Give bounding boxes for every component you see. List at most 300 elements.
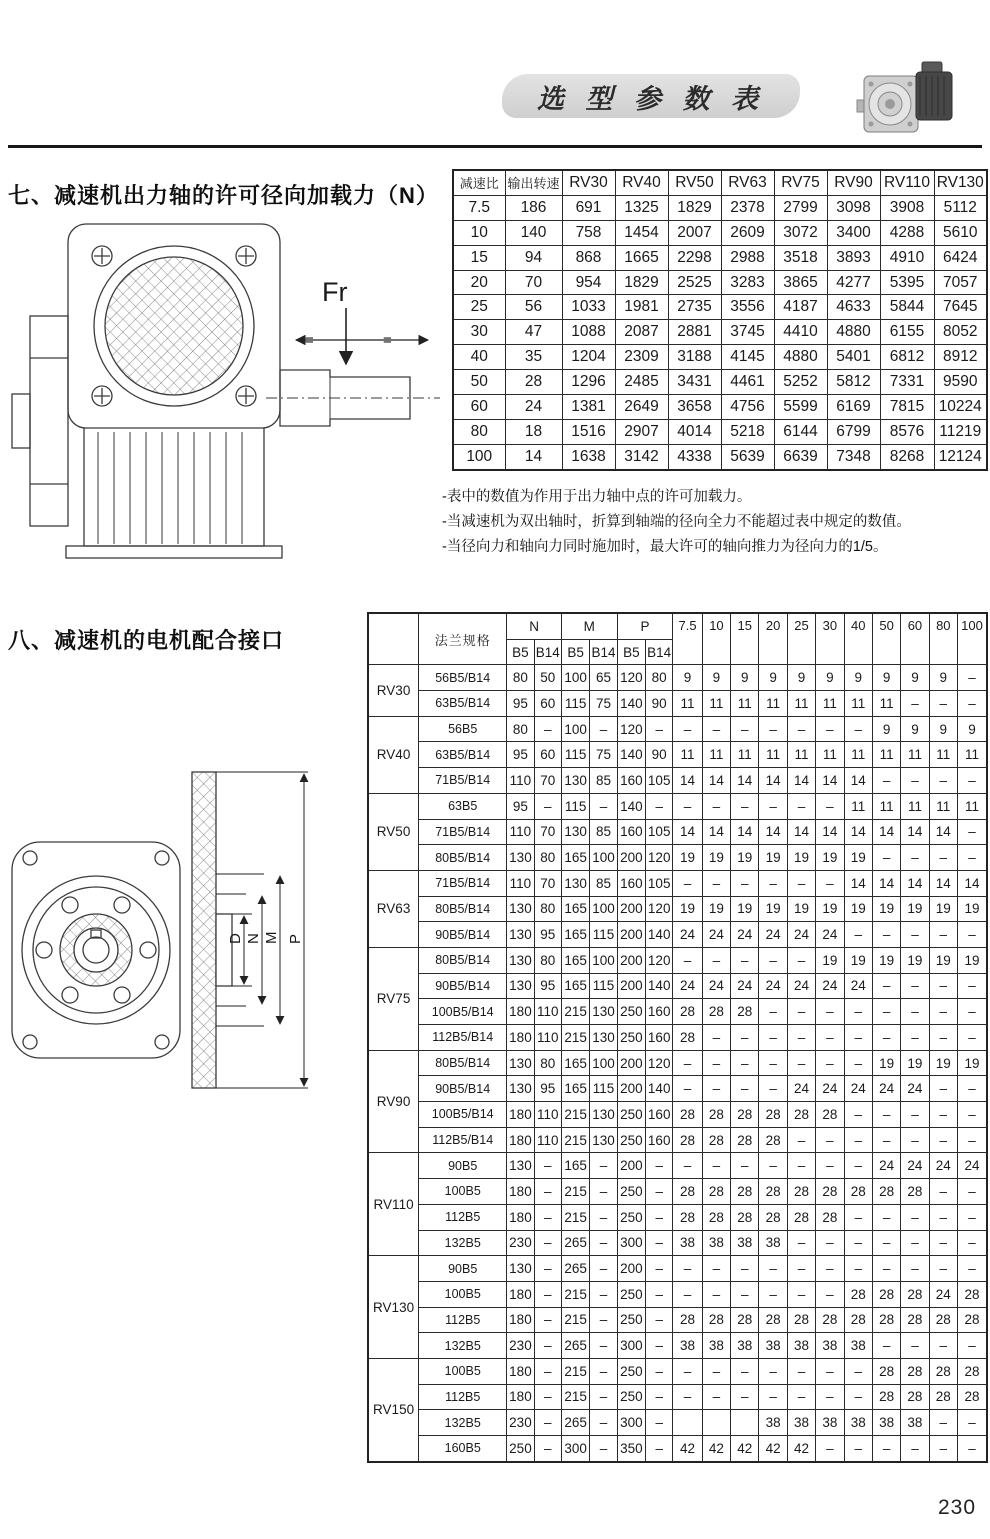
ratio-value-cell: –: [872, 1025, 900, 1051]
ratio-value-cell: 19: [844, 845, 872, 871]
ratio-value-cell: 19: [844, 947, 872, 973]
radial-load-cell: 35: [505, 345, 562, 370]
ratio-value-cell: 11: [844, 742, 872, 768]
radial-load-cell: 140: [505, 220, 562, 245]
dim-value-cell: 110: [507, 870, 534, 896]
dim-value-cell: 110: [534, 1102, 561, 1128]
radial-load-cell: 30: [453, 320, 505, 345]
ratio-value-cell: 24: [844, 973, 872, 999]
ratio-value-cell: 38: [901, 1410, 929, 1436]
radial-load-cell: 94: [505, 245, 562, 270]
ratio-value-cell: 28: [702, 999, 730, 1025]
ratio-value-cell: 14: [759, 819, 787, 845]
dim-value-cell: 230: [507, 1333, 534, 1359]
flange-cell: 63B5/B14: [419, 691, 507, 717]
dim-value-cell: 130: [590, 1102, 617, 1128]
radial-load-cell: 2609: [721, 220, 774, 245]
ratio-value-cell: –: [787, 1025, 815, 1051]
dim-value-cell: 100: [590, 896, 617, 922]
ratio-value-cell: –: [702, 1256, 730, 1282]
radial-load-table-head: [453, 170, 987, 195]
ratio-value-cell: 11: [702, 742, 730, 768]
radial-load-cell: 80: [453, 419, 505, 444]
ratio-value-cell: 9: [702, 665, 730, 691]
ratio-value-cell: –: [816, 999, 844, 1025]
radial-load-cell: 3431: [668, 370, 721, 395]
ratio-value-cell: 28: [844, 1179, 872, 1205]
ratio-value-cell: –: [759, 947, 787, 973]
dim-value-cell: –: [590, 1256, 617, 1282]
model-cell: RV90: [368, 1050, 419, 1153]
dim-value-cell: 85: [590, 768, 617, 794]
radial-load-cell: 186: [505, 195, 562, 220]
ratio-value-cell: –: [929, 1230, 957, 1256]
dim-value-cell: 165: [561, 1076, 589, 1102]
dim-value-cell: –: [534, 716, 561, 742]
ratio-value-cell: –: [957, 1333, 987, 1359]
dim-value-cell: 180: [507, 1127, 534, 1153]
radial-load-cell: 4880: [774, 345, 827, 370]
ratio-value-cell: –: [731, 716, 759, 742]
ratio-header: 100: [957, 613, 987, 665]
ratio-value-cell: –: [731, 1025, 759, 1051]
dim-value-cell: 80: [646, 665, 673, 691]
ratio-value-cell: 9: [844, 665, 872, 691]
dim-value-cell: 75: [590, 691, 617, 717]
fr-annotation: [296, 277, 428, 364]
dim-value-cell: –: [534, 1333, 561, 1359]
dim-value-cell: 180: [507, 1307, 534, 1333]
dim-value-cell: 215: [561, 1102, 589, 1128]
ratio-value-cell: 19: [872, 947, 900, 973]
radial-load-cell: 60: [453, 395, 505, 420]
dim-value-cell: –: [590, 1333, 617, 1359]
radial-load-cell: 6812: [880, 345, 934, 370]
ratio-value-cell: 11: [872, 691, 900, 717]
dim-value-cell: –: [590, 1410, 617, 1436]
dim-value-cell: 130: [507, 845, 534, 871]
model-cell: RV63: [368, 870, 419, 947]
ratio-value-cell: 19: [673, 896, 702, 922]
dim-value-cell: 115: [561, 793, 589, 819]
dim-value-cell: 100: [561, 665, 589, 691]
side-housing-lines: [30, 358, 68, 484]
ratio-value-cell: –: [816, 1025, 844, 1051]
dim-value-cell: 120: [646, 947, 673, 973]
ratio-value-cell: –: [957, 1179, 987, 1205]
flange-cell: 132B5: [419, 1230, 507, 1256]
ratio-value-cell: 24: [929, 1281, 957, 1307]
ratio-value-cell: 28: [731, 1204, 759, 1230]
flange-cell: 90B5/B14: [419, 1076, 507, 1102]
radial-load-cell: 7815: [880, 395, 934, 420]
ratio-value-cell: –: [702, 1076, 730, 1102]
ratio-value-cell: –: [929, 973, 957, 999]
dim-value-cell: 180: [507, 1384, 534, 1410]
radial-load-cell: 8268: [880, 444, 934, 469]
ratio-value-cell: –: [816, 1230, 844, 1256]
input-boss: [12, 394, 30, 448]
dim-label-n: N: [245, 933, 262, 944]
radial-load-cell: 70: [505, 270, 562, 295]
ratio-value-cell: 42: [702, 1436, 730, 1462]
dim-value-cell: 140: [646, 1076, 673, 1102]
ratio-value-cell: –: [872, 922, 900, 948]
flange-cell: 90B5/B14: [419, 922, 507, 948]
ratio-value-cell: –: [731, 1384, 759, 1410]
ratio-value-cell: –: [929, 691, 957, 717]
radial-load-cell: 4410: [774, 320, 827, 345]
ratio-value-cell: –: [872, 999, 900, 1025]
radial-load-cell: 8052: [934, 320, 987, 345]
ratio-value-cell: 14: [816, 819, 844, 845]
ratio-value-cell: 38: [702, 1230, 730, 1256]
radial-load-cell: 4756: [721, 395, 774, 420]
ratio-value-cell: –: [957, 1436, 987, 1462]
dim-value-cell: 165: [561, 947, 589, 973]
dim-value-cell: 120: [646, 845, 673, 871]
dim-value-cell: –: [590, 1384, 617, 1410]
ratio-value-cell: 19: [929, 947, 957, 973]
radial-load-cell: 1638: [562, 444, 615, 469]
ratio-value-cell: 24: [702, 973, 730, 999]
ratio-value-cell: –: [901, 768, 929, 794]
radial-load-cell: 2988: [721, 245, 774, 270]
ratio-value-cell: –: [816, 870, 844, 896]
radial-load-cell: 1516: [562, 419, 615, 444]
motor-interface-drawing: [0, 758, 365, 1103]
ratio-value-cell: 11: [816, 742, 844, 768]
ratio-value-cell: 28: [731, 1127, 759, 1153]
ratio-value-cell: 28: [673, 1204, 702, 1230]
dim-value-cell: 250: [617, 1179, 645, 1205]
dim-value-cell: –: [534, 1256, 561, 1282]
dim-value-cell: 100: [590, 1050, 617, 1076]
radial-load-cell: 4461: [721, 370, 774, 395]
radial-load-cell: 4633: [827, 295, 880, 320]
dim-value-cell: 140: [646, 922, 673, 948]
ratio-value-cell: 28: [872, 1307, 900, 1333]
radial-load-cell: 868: [562, 245, 615, 270]
ratio-value-cell: 11: [702, 691, 730, 717]
dim-value-cell: –: [646, 1410, 673, 1436]
ratio-value-cell: –: [787, 1358, 815, 1384]
dim-value-cell: 95: [507, 793, 534, 819]
ratio-value-cell: –: [702, 1153, 730, 1179]
ratio-value-cell: –: [872, 768, 900, 794]
flange-cell: 63B5/B14: [419, 742, 507, 768]
ratio-value-cell: –: [702, 793, 730, 819]
ratio-value-cell: 14: [844, 870, 872, 896]
dim-value-cell: 130: [590, 1025, 617, 1051]
radial-load-cell: 2378: [721, 195, 774, 220]
ratio-value-cell: 38: [673, 1333, 702, 1359]
dim-value-cell: 130: [507, 922, 534, 948]
ratio-value-cell: 14: [844, 819, 872, 845]
note-line: -当径向力和轴向力同时施加时，最大许可的轴向推力为径向力的1/5。: [442, 539, 888, 555]
dim-value-cell: 130: [507, 896, 534, 922]
dim-value-cell: 130: [507, 1256, 534, 1282]
worm-wheel-hatched: [105, 257, 243, 395]
ratio-value-cell: –: [673, 1384, 702, 1410]
dim-value-cell: –: [646, 1358, 673, 1384]
note-line: -表中的数值为作用于出力轴中点的许可加载力。: [442, 489, 752, 505]
radial-col-header: RV90: [827, 170, 880, 195]
ratio-value-cell: –: [901, 691, 929, 717]
radial-load-cell: 1665: [615, 245, 668, 270]
mount-type-subheader: B5: [617, 639, 645, 665]
ratio-value-cell: –: [759, 1358, 787, 1384]
ratio-value-cell: 24: [673, 973, 702, 999]
flange-cell: 112B5/B14: [419, 1127, 507, 1153]
ratio-value-cell: –: [816, 1436, 844, 1462]
ratio-value-cell: 19: [702, 845, 730, 871]
radial-load-cell: 9590: [934, 370, 987, 395]
dim-value-cell: 200: [617, 896, 645, 922]
dim-value-cell: 250: [617, 1102, 645, 1128]
ratio-value-cell: –: [816, 716, 844, 742]
ratio-value-cell: 38: [787, 1333, 815, 1359]
corner-cell: [368, 613, 419, 665]
dim-value-cell: 215: [561, 1281, 589, 1307]
flange-cell: 90B5/B14: [419, 973, 507, 999]
ratio-value-cell: 11: [844, 691, 872, 717]
radial-load-cell: 2298: [668, 245, 721, 270]
ratio-value-cell: –: [929, 1333, 957, 1359]
radial-col-header: RV63: [721, 170, 774, 195]
ratio-value-cell: 24: [844, 1076, 872, 1102]
dim-value-cell: 85: [590, 870, 617, 896]
dim-value-cell: 110: [507, 819, 534, 845]
dim-value-cell: –: [590, 1153, 617, 1179]
ratio-value-cell: 14: [787, 768, 815, 794]
ratio-value-cell: 24: [929, 1153, 957, 1179]
radial-load-cell: 1088: [562, 320, 615, 345]
radial-load-cell: 56: [505, 295, 562, 320]
section8-title: 八、减速机的电机配合接口: [8, 628, 285, 654]
ratio-value-cell: 28: [929, 1384, 957, 1410]
ratio-value-cell: –: [787, 1281, 815, 1307]
radial-load-cell: 3658: [668, 395, 721, 420]
dim-value-cell: –: [534, 1281, 561, 1307]
ratio-value-cell: –: [957, 665, 987, 691]
ratio-value-cell: 28: [901, 1179, 929, 1205]
radial-load-cell: 10: [453, 220, 505, 245]
ratio-value-cell: –: [844, 1384, 872, 1410]
flange-cell: 80B5/B14: [419, 845, 507, 871]
ratio-value-cell: 28: [673, 1179, 702, 1205]
dim-value-cell: 250: [617, 1025, 645, 1051]
ratio-value-cell: 28: [872, 1384, 900, 1410]
ratio-value-cell: –: [759, 716, 787, 742]
radial-load-cell: 6424: [934, 245, 987, 270]
ratio-value-cell: 28: [759, 1204, 787, 1230]
ratio-value-cell: 38: [816, 1410, 844, 1436]
dim-value-cell: 95: [534, 922, 561, 948]
dim-value-cell: 215: [561, 1384, 589, 1410]
ratio-value-cell: 14: [901, 870, 929, 896]
radial-load-cell: 28: [505, 370, 562, 395]
dim-value-cell: 65: [590, 665, 617, 691]
model-cell: RV50: [368, 793, 419, 870]
radial-load-cell: 4277: [827, 270, 880, 295]
ratio-value-cell: 14: [844, 768, 872, 794]
radial-load-cell: 2087: [615, 320, 668, 345]
radial-col-header: RV110: [880, 170, 934, 195]
radial-load-cell: 3142: [615, 444, 668, 469]
ratio-value-cell: 19: [901, 896, 929, 922]
ratio-value-cell: –: [929, 1410, 957, 1436]
ratio-value-cell: –: [787, 1050, 815, 1076]
ratio-value-cell: 24: [872, 1076, 900, 1102]
ratio-value-cell: –: [957, 1410, 987, 1436]
ratio-value-cell: –: [787, 1256, 815, 1282]
ratio-value-cell: –: [673, 1256, 702, 1282]
ratio-value-cell: –: [702, 1025, 730, 1051]
ratio-value-cell: 19: [901, 1050, 929, 1076]
radial-load-cell: 5112: [934, 195, 987, 220]
ratio-value-cell: 28: [731, 1179, 759, 1205]
dimension-labels: [227, 932, 304, 945]
ratio-value-cell: [731, 1410, 759, 1436]
radial-load-cell: 758: [562, 220, 615, 245]
page-title: 选 型 参 数 表: [536, 83, 765, 114]
ratio-value-cell: –: [901, 1333, 929, 1359]
dim-value-cell: 75: [590, 742, 617, 768]
ratio-value-cell: 42: [787, 1436, 815, 1462]
header-rule: [8, 145, 982, 148]
dim-value-cell: 180: [507, 1204, 534, 1230]
ratio-value-cell: 42: [673, 1436, 702, 1462]
radial-load-cell: 5812: [827, 370, 880, 395]
radial-load-cell: 1829: [668, 195, 721, 220]
ratio-value-cell: –: [673, 716, 702, 742]
ratio-value-cell: –: [844, 1153, 872, 1179]
dim-label-m: M: [263, 931, 280, 944]
radial-load-cell: 5599: [774, 395, 827, 420]
ratio-value-cell: –: [844, 1102, 872, 1128]
ratio-value-cell: 9: [787, 665, 815, 691]
ratio-value-cell: 38: [844, 1333, 872, 1359]
radial-load-cell: 7331: [880, 370, 934, 395]
ratio-value-cell: –: [759, 1025, 787, 1051]
ratio-value-cell: [702, 1410, 730, 1436]
ratio-value-cell: 28: [957, 1384, 987, 1410]
dim-value-cell: 265: [561, 1256, 589, 1282]
ratio-value-cell: –: [872, 1204, 900, 1230]
radial-load-cell: 4338: [668, 444, 721, 469]
dim-value-cell: 80: [534, 896, 561, 922]
ratio-value-cell: –: [957, 1230, 987, 1256]
ratio-value-cell: –: [872, 1436, 900, 1462]
ratio-value-cell: –: [673, 1076, 702, 1102]
ratio-value-cell: –: [759, 1256, 787, 1282]
ratio-value-cell: –: [929, 1127, 957, 1153]
dim-value-cell: 60: [534, 742, 561, 768]
dim-value-cell: 165: [561, 1153, 589, 1179]
ratio-value-cell: –: [759, 999, 787, 1025]
radial-load-cell: 4014: [668, 419, 721, 444]
ratio-value-cell: 28: [901, 1307, 929, 1333]
ratio-value-cell: 28: [816, 1204, 844, 1230]
dim-value-cell: 130: [561, 819, 589, 845]
ratio-value-cell: 28: [759, 1127, 787, 1153]
ratio-value-cell: 28: [673, 1025, 702, 1051]
ratio-value-cell: 9: [872, 665, 900, 691]
ratio-header: 80: [929, 613, 957, 665]
ratio-value-cell: 28: [787, 1204, 815, 1230]
dim-value-cell: –: [646, 1204, 673, 1230]
dim-value-cell: 215: [561, 1358, 589, 1384]
dim-value-cell: 80: [534, 845, 561, 871]
dim-value-cell: 250: [617, 1127, 645, 1153]
dim-value-cell: –: [646, 793, 673, 819]
cooling-fins: [98, 432, 242, 544]
ratio-value-cell: –: [929, 1204, 957, 1230]
ratio-value-cell: 9: [759, 665, 787, 691]
ratio-value-cell: –: [702, 870, 730, 896]
dim-value-cell: 105: [646, 819, 673, 845]
radial-load-cell: 14: [505, 444, 562, 469]
ratio-value-cell: –: [929, 1076, 957, 1102]
dim-value-cell: 160: [617, 870, 645, 896]
dim-value-cell: 160: [617, 819, 645, 845]
dim-value-cell: 165: [561, 1050, 589, 1076]
ratio-value-cell: 38: [787, 1410, 815, 1436]
ratio-value-cell: –: [759, 793, 787, 819]
radial-load-cell: 10224: [934, 395, 987, 420]
side-housing: [30, 316, 68, 526]
ratio-value-cell: 19: [787, 845, 815, 871]
ratio-value-cell: –: [787, 1127, 815, 1153]
dim-value-cell: 130: [507, 947, 534, 973]
radial-load-cell: 100: [453, 444, 505, 469]
dim-value-cell: –: [646, 1333, 673, 1359]
ratio-value-cell: –: [759, 1050, 787, 1076]
ratio-value-cell: 19: [816, 947, 844, 973]
flange-cell: 100B5: [419, 1281, 507, 1307]
ratio-value-cell: 28: [957, 1281, 987, 1307]
ratio-value-cell: –: [901, 973, 929, 999]
hub-bore-outer: [74, 928, 118, 972]
model-cell: RV130: [368, 1256, 419, 1359]
dim-value-cell: –: [646, 1281, 673, 1307]
radial-load-cell: 3518: [774, 245, 827, 270]
dim-value-cell: 80: [534, 1050, 561, 1076]
section7-title: 七、减速机出力轴的许可径向加载力（N）: [8, 183, 439, 209]
dim-value-cell: 100: [590, 947, 617, 973]
ratio-value-cell: 24: [731, 922, 759, 948]
model-cell: RV40: [368, 716, 419, 793]
dim-value-cell: 140: [617, 793, 645, 819]
dim-value-cell: –: [590, 1281, 617, 1307]
dim-value-cell: –: [646, 1256, 673, 1282]
model-cell: RV110: [368, 1153, 419, 1256]
ratio-value-cell: 24: [787, 922, 815, 948]
ratio-value-cell: 24: [816, 922, 844, 948]
ratio-header: 20: [759, 613, 787, 665]
ratio-value-cell: 24: [673, 922, 702, 948]
ratio-value-cell: 38: [702, 1333, 730, 1359]
radial-load-cell: 691: [562, 195, 615, 220]
dim-label-d: D: [227, 933, 244, 944]
ratio-value-cell: 28: [872, 1281, 900, 1307]
equal-mark: =: [383, 332, 392, 349]
dim-value-cell: –: [646, 1179, 673, 1205]
ratio-value-cell: 28: [702, 1307, 730, 1333]
ratio-value-cell: 24: [787, 1076, 815, 1102]
ratio-value-cell: 42: [759, 1436, 787, 1462]
